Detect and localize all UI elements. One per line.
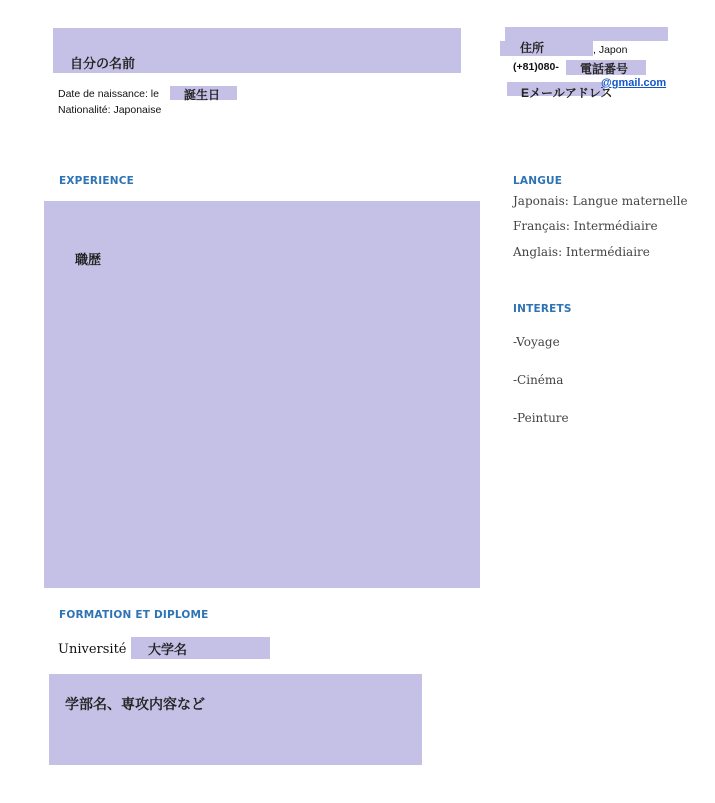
birth-date-label: Date de naissance: le: [58, 88, 159, 100]
name-placeholder: 自分の名前: [70, 56, 136, 71]
address-placeholder: 住所: [520, 41, 545, 55]
interets-heading: INTERETS: [513, 303, 572, 315]
university-label: Université: [58, 642, 127, 657]
nationality: Nationalité: Japonaise: [58, 104, 162, 116]
experience-placeholder: 職歴: [75, 252, 102, 267]
address-highlight-2: [500, 41, 593, 56]
experience-heading: EXPERIENCE: [59, 175, 134, 187]
interet-item: -Peinture: [513, 411, 569, 425]
langue-item: Japonais: Langue maternelle: [513, 194, 688, 208]
interet-item: -Voyage: [513, 335, 560, 349]
email-placeholder: Eメールアドレス: [521, 86, 613, 100]
birth-date-placeholder: 誕生日: [184, 88, 221, 102]
langue-heading: LANGUE: [513, 175, 563, 187]
experience-highlight: [44, 201, 480, 588]
email-domain-link[interactable]: @gmail.com: [601, 77, 667, 89]
phone-placeholder: 電話番号: [580, 62, 629, 76]
formation-heading: FORMATION ET DIPLOME: [59, 609, 209, 621]
address-country: , Japon: [593, 44, 628, 56]
langue-item: Français: Intermédiaire: [513, 219, 658, 233]
formation-details-placeholder: 学部名、専攻内容など: [65, 696, 205, 712]
formation-details-highlight: [49, 674, 422, 765]
langue-item: Anglais: Intermédiaire: [513, 245, 650, 259]
university-placeholder: 大学名: [148, 642, 188, 657]
interet-item: -Cinéma: [513, 373, 564, 387]
phone-prefix: (+81)080-: [513, 61, 559, 73]
